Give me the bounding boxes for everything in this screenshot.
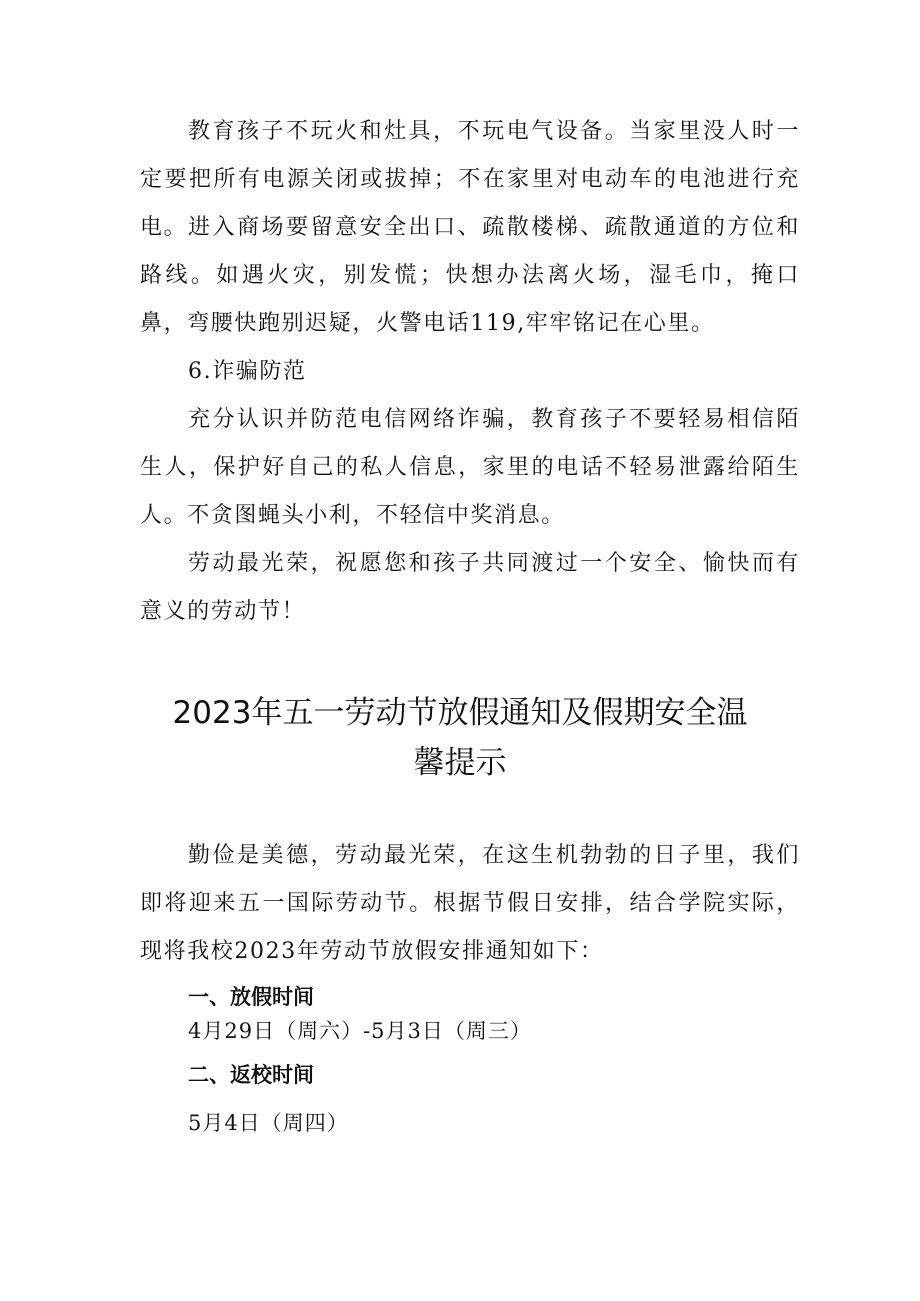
closing-paragraph: 劳动最光荣，祝愿您和孩子共同渡过一个安全、愉快而有意义的劳动节！	[140, 551, 800, 624]
fraud-heading: 6.诈骗防范	[188, 359, 307, 384]
section-2-text: 5月4日（周四）	[188, 1111, 349, 1135]
fire-safety-paragraph-2: 进入商场要留意安全出口、疏散楼梯、疏散通道的方位和路线。如遇火灾，别发慌；快想办法离火场，湿毛巾，掩口鼻，弯腰快跑别迟疑，火警电话119,牢牢铭记在心里。	[140, 215, 800, 336]
fraud-paragraph: 充分认识并防范电信网络诈骗，教育孩子不要轻易相信陌生人，保护好自己的私人信息，家里的电话不轻易泄露给陌生人。不贪图蝇头小利，不轻信中奖消息。	[140, 407, 800, 528]
notice-title-line-1: 2023年五一劳动节放假通知及假期安全温	[172, 695, 748, 731]
section-1-text: 4月29日（周六）-5月3日（周三）	[188, 1019, 532, 1043]
notice-intro-paragraph: 勤俭是美德，劳动最光荣，在这生机勃勃的日子里，我们即将迎来五一国际劳动节。根据节假日安排，结合学院实际，现将我校2023年劳动节放假安排通知如下：	[140, 843, 800, 964]
notice-title-line-2: 馨提示	[413, 745, 507, 781]
section-2-heading: 二、返校时间	[188, 1063, 314, 1087]
section-1-heading: 一、放假时间	[188, 985, 314, 1009]
fire-safety-paragraph-1: 教育孩子不玩火和灶具，不玩电气设备。当家里没人时一定要把所有电源关闭或拔掉；不在家里对电动车的电池进行充电。	[140, 119, 800, 240]
